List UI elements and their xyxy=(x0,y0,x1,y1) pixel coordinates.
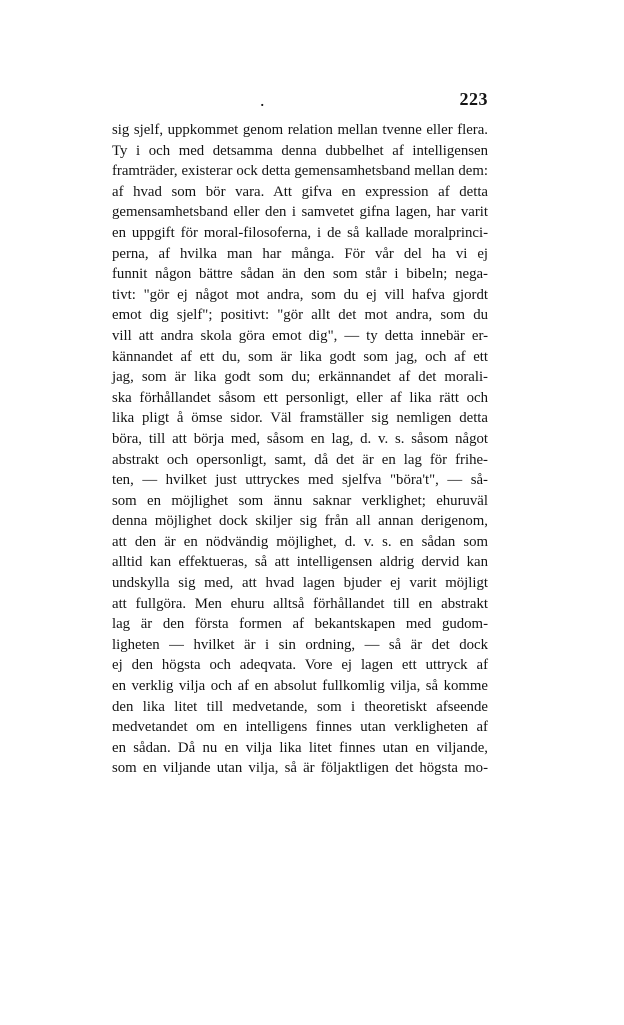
text-line-22: alltid kan effektueras, så att intelligensen aldrig dervid kan xyxy=(112,554,488,571)
text-line-14: ska förhållandet såsom ett personligt, eller af lika rätt och xyxy=(112,389,488,406)
page-number: 223 xyxy=(459,89,488,109)
text-line-17: abstrakt och opersonligt, samt, då det är en lag för frihe- xyxy=(112,451,488,468)
text-line-31: en sådan. Då nu en vilja lika litet finnes utan en viljande, xyxy=(112,739,488,756)
text-line-3: framträder, existerar ock detta gemensamhetsband mellan dem: xyxy=(112,163,488,180)
text-line-20: denna möjlighet dock skiljer sig från all annan derigenom, xyxy=(112,513,488,530)
text-line-2: Ty i och med detsamma denna dubbelhet af intelligensen xyxy=(112,142,488,159)
text-line-8: funnit någon bättre sådan än den som står i bibeln; nega- xyxy=(112,266,488,283)
text-line-30: medvetandet om en intelligens finnes utan verkligheten af xyxy=(112,719,488,736)
text-line-23: undskylla sig med, att hvad lagen bjuder ej varit möjligt xyxy=(112,575,488,592)
text-line-12: kännandet af ett du, som är lika godt som jag, och af ett xyxy=(112,348,488,365)
text-line-21: att den är en nödvändig möjlighet, d. v. s. en sådan som xyxy=(112,533,488,550)
header-marker: . xyxy=(260,90,265,110)
body-text xyxy=(112,120,488,779)
text-line-32: som en viljande utan vilja, så är följaktligen det högsta mo- xyxy=(112,760,488,777)
text-line-11: vill att andra skola göra emot dig", — ty detta innebär er- xyxy=(112,327,488,344)
text-line-9: tivt: "gör ej något mot andra, som du ej vill hafva gjordt xyxy=(112,286,488,303)
text-line-13: jag, som är lika godt som du; erkännandet af det morali- xyxy=(112,369,488,386)
text-line-7: perna, af hvilka man har många. För vår del ha vi ej xyxy=(112,245,488,262)
page-header xyxy=(112,88,488,114)
text-line-15: lika pligt å ömse sidor. Väl framställer sig nemligen detta xyxy=(112,410,488,427)
text-line-19: som en möjlighet som ännu saknar verklighet; ehuruväl xyxy=(112,492,488,509)
text-line-18: ten, — hvilket just uttryckes med sjelfva "böra't", — så- xyxy=(112,472,488,489)
text-line-29: den lika litet till medvetande, som i theoretiskt afseende xyxy=(112,698,488,715)
text-line-4: af hvad som bör vara. Att gifva en expression af detta xyxy=(112,183,488,200)
text-line-10: emot dig sjelf"; positivt: "gör allt det mot andra, som du xyxy=(112,307,488,324)
text-line-1: sig sjelf, uppkommet genom relation mellan tvenne eller flera. xyxy=(112,122,488,138)
text-line-28: en verklig vilja och af en absolut fullkomlig vilja, så komme xyxy=(112,678,488,695)
text-line-27: ej den högsta och adeqvata. Vore ej lagen ett uttryck af xyxy=(112,657,488,674)
text-line-6: en uppgift för moral-filosoferna, i de så kallade moralprinci- xyxy=(112,224,488,241)
text-line-25: lag är den första formen af bekantskapen med gudom- xyxy=(112,616,488,633)
text-line-26: ligheten — hvilket är i sin ordning, — så är det dock xyxy=(112,636,488,653)
text-line-5: gemensamhetsband eller den i samvetet gifna lagen, har varit xyxy=(112,204,488,221)
text-line-24: att fullgöra. Men ehuru alltså förhållandet till en abstrakt xyxy=(112,595,488,612)
text-line-16: böra, till att börja med, såsom en lag, d. v. s. såsom något xyxy=(112,430,488,447)
